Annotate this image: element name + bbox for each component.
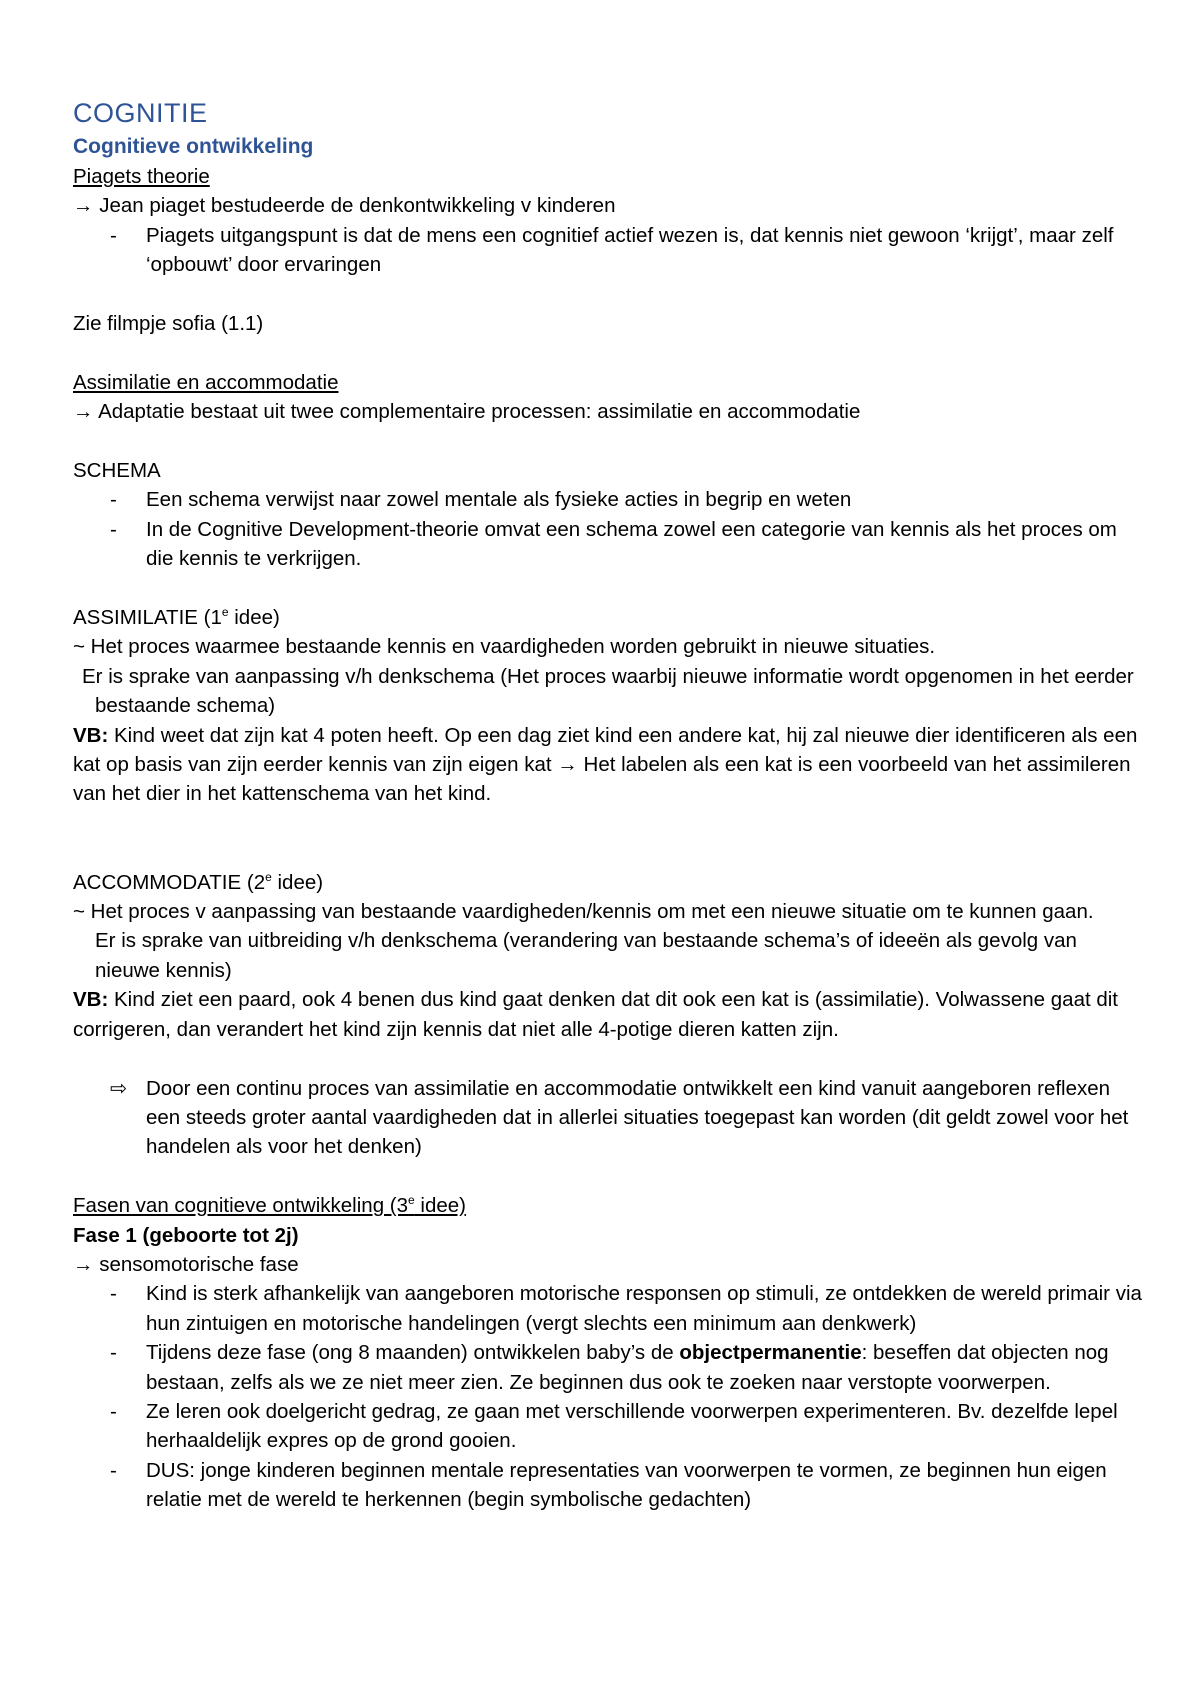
piaget-arrow-text: Jean piaget bestudeerde de denkontwikkeling v kinderen [99,194,616,218]
list-item: - Kind is sterk afhankelijk van aangeboren motorische responsen op stimuli, ze ontdekken de wereld primair via hun zintuigen en motorische handelingen (vergt slechts een minimum aan denkwerk) [73,1279,1143,1338]
piaget-arrow-line [73,191,1143,220]
document-body [73,94,1143,1515]
assimilatie-explanation [73,662,1143,721]
piaget-heading: Piagets theorie [73,165,210,188]
conclusion-text: Door een continu proces van assimilatie en accommodatie ontwikkelt een kind vanuit aangeboren reflexen een steeds groter aantal vaardigheden dat in allerlei situaties toegepast kan worden (dit geldt zowel voor het handelen als voor het denken) [146,1076,1129,1159]
assim-accom-arrow-text: Adaptatie bestaat uit twee complementaire processen: assimilatie en accommodatie [98,400,861,424]
example-label: VB: [73,988,109,1012]
conclusion-item [73,1074,1143,1162]
accommodatie-explanation-text: Er is sprake van uitbreiding v/h denkschema (verandering van bestaande schema’s of ideeën als gevolg van nieuwe kennis) [95,929,1077,982]
list-item-text: Tijdens deze fase (ong 8 maanden) ontwikkelen baby’s de [146,1341,680,1365]
assimilatie-heading-suffix: idee) [228,606,280,630]
schema-bullets [73,485,1143,573]
superscript: e [265,869,272,884]
list-item: - Piagets uitgangspunt is dat de mens een cognitief actief wezen is, dat kennis niet gewoon ‘krijgt’, maar zelf ‘opbouwt’ door ervaringen [73,221,1143,280]
example-label: VB: [73,723,109,747]
superscript: e [221,605,229,620]
bold-term: objectpermanentie [679,1341,862,1365]
assimilatie-heading [73,603,1143,632]
fase1-heading [73,1221,1143,1250]
arrow-icon: → [73,1252,94,1276]
arrow-icon: → [73,400,94,424]
fase1-arrow-line [73,1250,1143,1279]
example-text: Kind weet dat zijn kat 4 poten heeft. Op een dag ziet kind een andere kat, hij zal nieuwe dier identificeren als een kat op basis van zijn eerder kennis van zijn eigen kat [73,723,1138,777]
assimilatie-explanation-text: Er is sprake van aanpassing v/h denkschema (Het proces waarbij nieuwe informatie wordt opgenomen in het eerder bestaande schema) [82,664,1134,718]
accommodatie-heading-text: ACCOMMODATIE (2 [73,870,266,894]
superscript: e [408,1193,415,1208]
assim-accom-heading: Assimilatie en accommodatie [73,370,339,394]
accommodatie-explanation [73,926,1143,985]
fase1-bullets [73,1279,1143,1514]
schema-heading: SCHEMA [73,459,161,483]
fasen-heading-suffix: idee) [414,1194,466,1218]
fase1-heading-text: Fase 1 (geboorte tot 2j) [73,1223,299,1247]
arrow-icon: → [557,753,578,777]
fasen-heading [73,1191,1143,1220]
assimilatie-definition: ~ Het proces waarmee bestaande kennis en vaardigheden worden gebruikt in nieuwe situaties. [73,635,936,659]
section-subtitle: Cognitieve ontwikkeling [73,135,314,158]
list-item: - In de Cognitive Development-theorie omvat een schema zowel een categorie van kennis als het proces om die kennis te verkrijgen. [73,515,1143,574]
accommodatie-definition: ~ Het proces v aanpassing van bestaande vaardigheden/kennis om met een nieuwe situatie om te kunnen gaan. [73,900,1094,924]
list-item: - Ze leren ook doelgericht gedrag, ze gaan met verschillende voorwerpen experimenteren. Bv. dezelfde lepel herhaaldelijk expres op de grond gooien. [73,1397,1143,1456]
fasen-heading-text: Fasen van cognitieve ontwikkeling (3 [73,1194,409,1218]
example-text: Kind ziet een paard, ook 4 benen dus kind gaat denken dat dit ook een kat is (assimilatie). Volwassene gaat dit corrigeren, dan verandert het kind zijn kennis dat niet alle 4-potige dieren katten zijn. [73,988,1119,1041]
page-title: COGNITIE [73,98,208,128]
assim-accom-arrow-line [73,397,1143,426]
accommodatie-heading [73,868,1143,897]
list-item-text: : beseffen dat objecten nog bestaan, zelfs als we ze niet meer zien. Ze beginnen dus ook te zoeken naar verstopte voorwerpen. [146,1341,1109,1394]
assimilatie-heading-text: ASSIMILATIE (1 [73,606,222,630]
fase1-arrow-text: sensomotorische fase [99,1252,299,1276]
assimilatie-example [73,721,1143,809]
list-item: - DUS: jonge kinderen beginnen mentale representaties van voorwerpen te vormen, ze beginnen hun eigen relatie met de wereld te herkennen (begin symbolische gedachten) [73,1456,1143,1515]
arrow-icon: → [73,194,94,218]
list-item: - Een schema verwijst naar zowel mentale als fysieke acties in begrip en weten [73,485,1143,514]
list-item [73,1338,1143,1397]
example-text: Het labelen als een kat is een voorbeeld van het assimileren van het dier in het kattenschema van het kind. [73,753,1131,806]
double-arrow-icon: ⇨ [110,1076,128,1100]
video-note: Zie filmpje sofia (1.1) [73,312,264,336]
accommodatie-example [73,985,1143,1044]
piaget-bullets [73,221,1143,280]
accommodatie-heading-suffix: idee) [271,870,324,894]
